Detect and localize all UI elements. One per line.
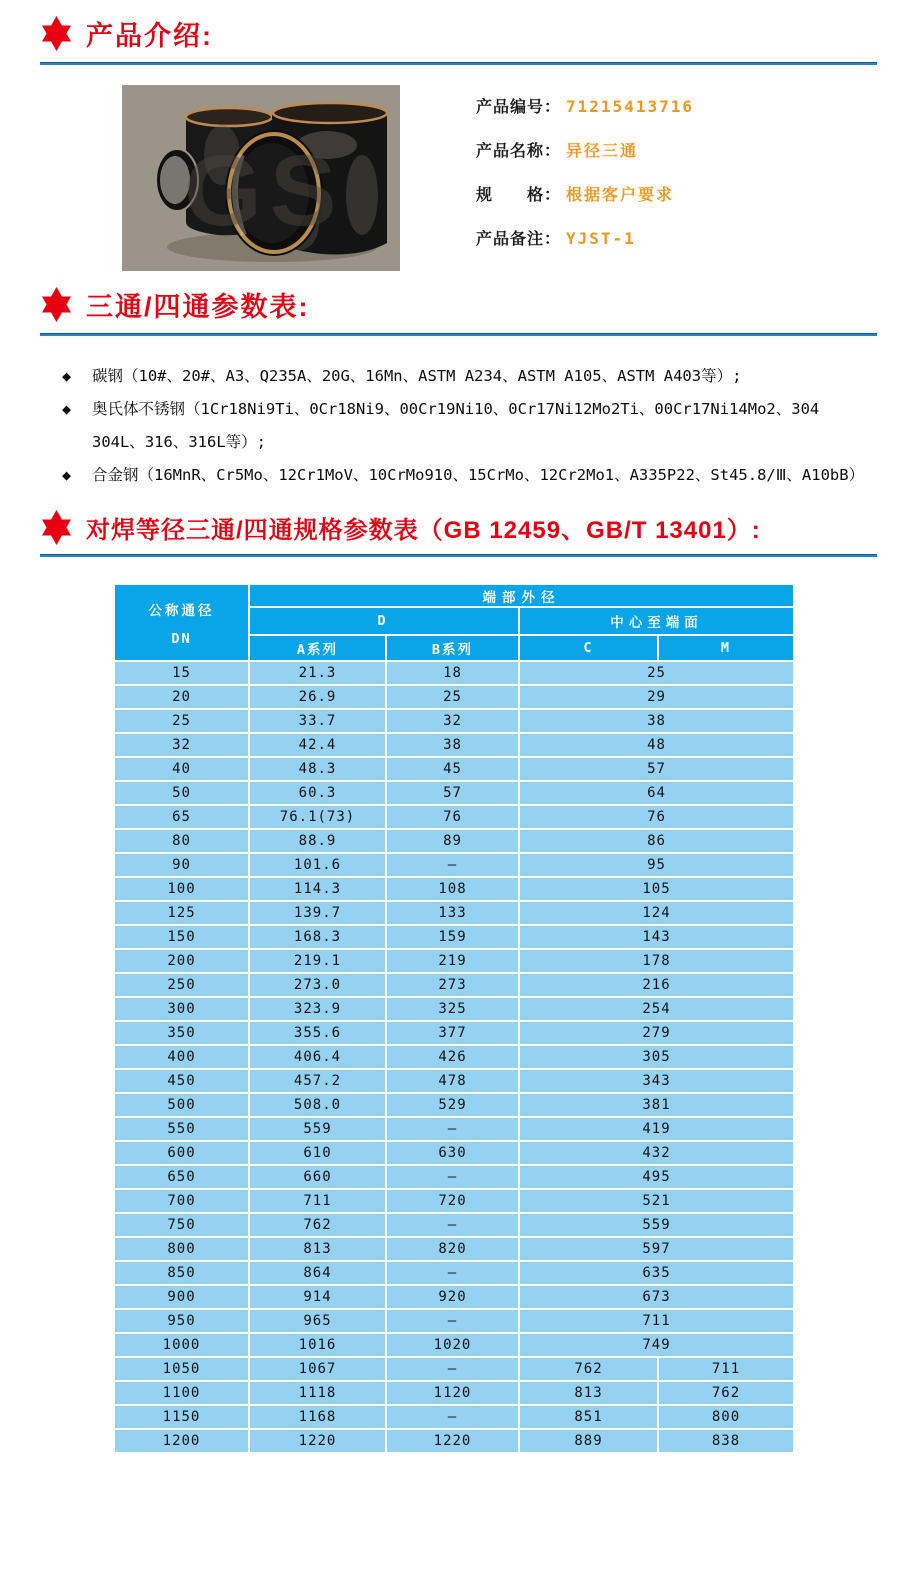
table-cell: 33.7 [249,709,386,733]
table-cell: 1067 [249,1357,386,1381]
table-cell: 762 [519,1357,658,1381]
table-cell: 1100 [114,1381,249,1405]
table-row [114,781,794,805]
header-dn-unit: DN [171,630,192,647]
table-cell: 851 [519,1405,658,1429]
table-cell: 457.2 [249,1069,386,1093]
field-label: 产品名称： [476,141,562,160]
table-row [114,1309,794,1333]
table-cell: 273 [386,973,519,997]
table-cell: 1020 [386,1333,519,1357]
table-cell: 529 [386,1093,519,1117]
section-intro-header [0,14,909,53]
product-field-name [476,138,694,158]
material-bullet-list [62,360,867,492]
table-cell: 1016 [249,1333,386,1357]
table-cell: 850 [114,1261,249,1285]
table-row [114,973,794,997]
table-cell: 25 [519,661,794,685]
table-cell: 800 [658,1405,794,1429]
section-params-header [0,285,909,324]
table-cell: 95 [519,853,794,877]
table-cell: 965 [249,1309,386,1333]
table-cell: — [386,1213,519,1237]
table-cell: 250 [114,973,249,997]
table-cell: 89 [386,829,519,853]
table-cell: — [386,1405,519,1429]
table-cell: 143 [519,925,794,949]
table-cell: 343 [519,1069,794,1093]
table-cell: 50 [114,781,249,805]
table-cell: 1000 [114,1333,249,1357]
table-cell: 1050 [114,1357,249,1381]
table-cell: 749 [519,1333,794,1357]
table-cell: 711 [249,1189,386,1213]
table-cell: — [386,1357,519,1381]
table-cell: 29 [519,685,794,709]
field-value: 71215413716 [566,97,694,116]
table-cell: 48 [519,733,794,757]
list-item [62,393,867,459]
table-cell: 914 [249,1285,386,1309]
table-cell: — [386,1117,519,1141]
table-cell: 100 [114,877,249,901]
star-icon [40,287,73,322]
table-cell: 820 [386,1237,519,1261]
table-cell: 25 [114,709,249,733]
table-cell: 350 [114,1021,249,1045]
table-cell: 57 [386,781,519,805]
table-row [114,685,794,709]
table-cell: 377 [386,1021,519,1045]
table-cell: 48.3 [249,757,386,781]
table-row [114,1045,794,1069]
table-cell: 88.9 [249,829,386,853]
table-cell: 1168 [249,1405,386,1429]
table-row [114,757,794,781]
list-item [62,360,867,393]
header-end-od: 端部外径 [249,584,794,607]
table-row [114,1333,794,1357]
table-row [114,1285,794,1309]
table-cell: 920 [386,1285,519,1309]
header-center-to-end: 中心至端面 [519,607,794,635]
table-cell: 838 [658,1429,794,1453]
header-dn [114,584,249,661]
table-cell: 325 [386,997,519,1021]
table-cell: 32 [386,709,519,733]
table-cell: 219 [386,949,519,973]
field-value: 异径三通 [566,141,639,160]
table-row [114,1261,794,1285]
table-cell: 90 [114,853,249,877]
table-cell: — [386,1309,519,1333]
table-cell: 108 [386,877,519,901]
table-cell: 711 [519,1309,794,1333]
field-label: 规 格： [476,185,562,204]
table-row [114,1429,794,1453]
table-cell: 650 [114,1165,249,1189]
table-cell: 1220 [386,1429,519,1453]
table-cell: 76 [519,805,794,829]
table-cell: 168.3 [249,925,386,949]
table-cell: 864 [249,1261,386,1285]
table-cell: 178 [519,949,794,973]
table-row [114,1069,794,1093]
product-fields [476,85,694,270]
table-cell: 38 [519,709,794,733]
table-cell: 305 [519,1045,794,1069]
table-row [114,1237,794,1261]
product-image [122,85,400,271]
table-cell: 216 [519,973,794,997]
table-cell: 86 [519,829,794,853]
table-cell: 600 [114,1141,249,1165]
table-row [114,829,794,853]
table-cell: 711 [658,1357,794,1381]
table-row [114,1165,794,1189]
table-cell: 60.3 [249,781,386,805]
section-title: 对焊等径三通/四通规格参数表（GB 12459、GB/T 13401）: [86,517,761,544]
spec-table-body [114,661,794,1453]
header-dn-label: 公称通径 [148,602,215,619]
section-spec-header [0,510,909,545]
star-icon [40,510,73,545]
table-cell: 76.1(73) [249,805,386,829]
table-cell: 300 [114,997,249,1021]
bullet-text: 合金钢（16MnR、Cr5Mo、12Cr1MoV、10CrMo910、15CrMo、12Cr2Mo1、A335P22、St45.8/Ⅲ、A10bB） [92,466,865,484]
table-cell: 355.6 [249,1021,386,1045]
table-cell: 273.0 [249,973,386,997]
table-cell: 762 [249,1213,386,1237]
spec-table-head [114,584,794,661]
table-cell: 200 [114,949,249,973]
table-cell: 65 [114,805,249,829]
table-cell: 57 [519,757,794,781]
field-value: 根据客户要求 [566,185,675,204]
table-cell: 700 [114,1189,249,1213]
table-cell: 720 [386,1189,519,1213]
header-c: C [519,635,658,661]
table-cell: 630 [386,1141,519,1165]
section-divider [40,554,877,557]
pipe-tee-illustration [122,85,400,271]
product-field-remark [476,226,694,246]
table-row [114,1117,794,1141]
header-b-series: B系列 [386,635,519,661]
table-cell: 559 [249,1117,386,1141]
table-cell: 124 [519,901,794,925]
table-cell: 900 [114,1285,249,1309]
table-row [114,1189,794,1213]
table-cell: 381 [519,1093,794,1117]
bullet-text: 奥氏体不锈钢（1Cr18Ni9Ti、0Cr18Ni9、00Cr19Ni10、0Cr17Ni12Mo2Ti、00Cr17Ni14Mo2、304 304L、316、316L等）; [92,400,820,451]
table-row [114,1405,794,1429]
header-d: D [249,607,519,635]
table-row [114,1021,794,1045]
page-title: 产品介绍: [86,21,213,51]
table-cell: 660 [249,1165,386,1189]
table-cell: 950 [114,1309,249,1333]
table-row [114,1381,794,1405]
table-cell: 133 [386,901,519,925]
table-cell: 15 [114,661,249,685]
diamond-icon: ◆ [62,400,72,418]
table-cell: 25 [386,685,519,709]
table-cell: 40 [114,757,249,781]
table-row [114,997,794,1021]
table-cell: 889 [519,1429,658,1453]
table-row [114,805,794,829]
table-cell: 1118 [249,1381,386,1405]
table-cell: 495 [519,1165,794,1189]
table-cell: 114.3 [249,877,386,901]
table-cell: 432 [519,1141,794,1165]
table-cell: 406.4 [249,1045,386,1069]
table-cell: 610 [249,1141,386,1165]
table-cell: — [386,1165,519,1189]
table-cell: 762 [658,1381,794,1405]
table-row [114,1357,794,1381]
table-cell: 1150 [114,1405,249,1429]
table-row [114,1141,794,1165]
star-icon [40,16,73,51]
table-cell: 219.1 [249,949,386,973]
table-cell: 101.6 [249,853,386,877]
field-label: 产品备注： [476,229,562,248]
table-cell: 323.9 [249,997,386,1021]
table-cell: 597 [519,1237,794,1261]
table-cell: 673 [519,1285,794,1309]
diamond-icon: ◆ [62,466,72,484]
table-cell: 80 [114,829,249,853]
list-item [62,459,867,492]
table-cell: 45 [386,757,519,781]
table-row [114,853,794,877]
table-cell: 42.4 [249,733,386,757]
table-header-row [114,584,794,607]
table-cell: 419 [519,1117,794,1141]
section-divider [40,62,877,65]
table-cell: 76 [386,805,519,829]
table-cell: — [386,853,519,877]
table-cell: 159 [386,925,519,949]
table-row [114,709,794,733]
table-cell: 32 [114,733,249,757]
table-cell: 635 [519,1261,794,1285]
table-row [114,1213,794,1237]
table-cell: 500 [114,1093,249,1117]
header-m: M [658,635,794,661]
table-cell: 426 [386,1045,519,1069]
table-cell: 400 [114,1045,249,1069]
product-field-spec [476,182,694,202]
table-cell: 150 [114,925,249,949]
section-divider [40,333,877,336]
table-cell: 21.3 [249,661,386,685]
table-cell: 450 [114,1069,249,1093]
field-label: 产品编号： [476,97,562,116]
table-cell: 1120 [386,1381,519,1405]
table-cell: 521 [519,1189,794,1213]
table-row [114,661,794,685]
table-row [114,901,794,925]
bullet-text: 碳钢（10#、20#、A3、Q235A、20G、16Mn、ASTM A234、ASTM A105、ASTM A403等）; [92,367,742,385]
table-cell: — [386,1261,519,1285]
table-cell: 139.7 [249,901,386,925]
table-cell: 550 [114,1117,249,1141]
table-cell: 1200 [114,1429,249,1453]
field-value: YJST-1 [566,229,636,248]
table-cell: 800 [114,1237,249,1261]
section-title: 三通/四通参数表: [86,292,310,322]
table-cell: 18 [386,661,519,685]
table-cell: 26.9 [249,685,386,709]
product-field-code [476,94,694,114]
spec-table [113,583,795,1454]
table-row [114,733,794,757]
table-cell: 508.0 [249,1093,386,1117]
product-intro-block [0,85,909,271]
table-cell: 813 [249,1237,386,1261]
diamond-icon: ◆ [62,367,72,385]
table-row [114,949,794,973]
table-cell: 125 [114,901,249,925]
header-a-series: A系列 [249,635,386,661]
table-cell: 20 [114,685,249,709]
table-cell: 559 [519,1213,794,1237]
watermark-text: GS [184,135,345,247]
table-cell: 254 [519,997,794,1021]
table-cell: 279 [519,1021,794,1045]
table-row [114,1093,794,1117]
table-cell: 105 [519,877,794,901]
table-row [114,877,794,901]
table-row [114,925,794,949]
table-cell: 64 [519,781,794,805]
table-cell: 813 [519,1381,658,1405]
table-cell: 1220 [249,1429,386,1453]
table-cell: 750 [114,1213,249,1237]
table-cell: 38 [386,733,519,757]
table-cell: 478 [386,1069,519,1093]
